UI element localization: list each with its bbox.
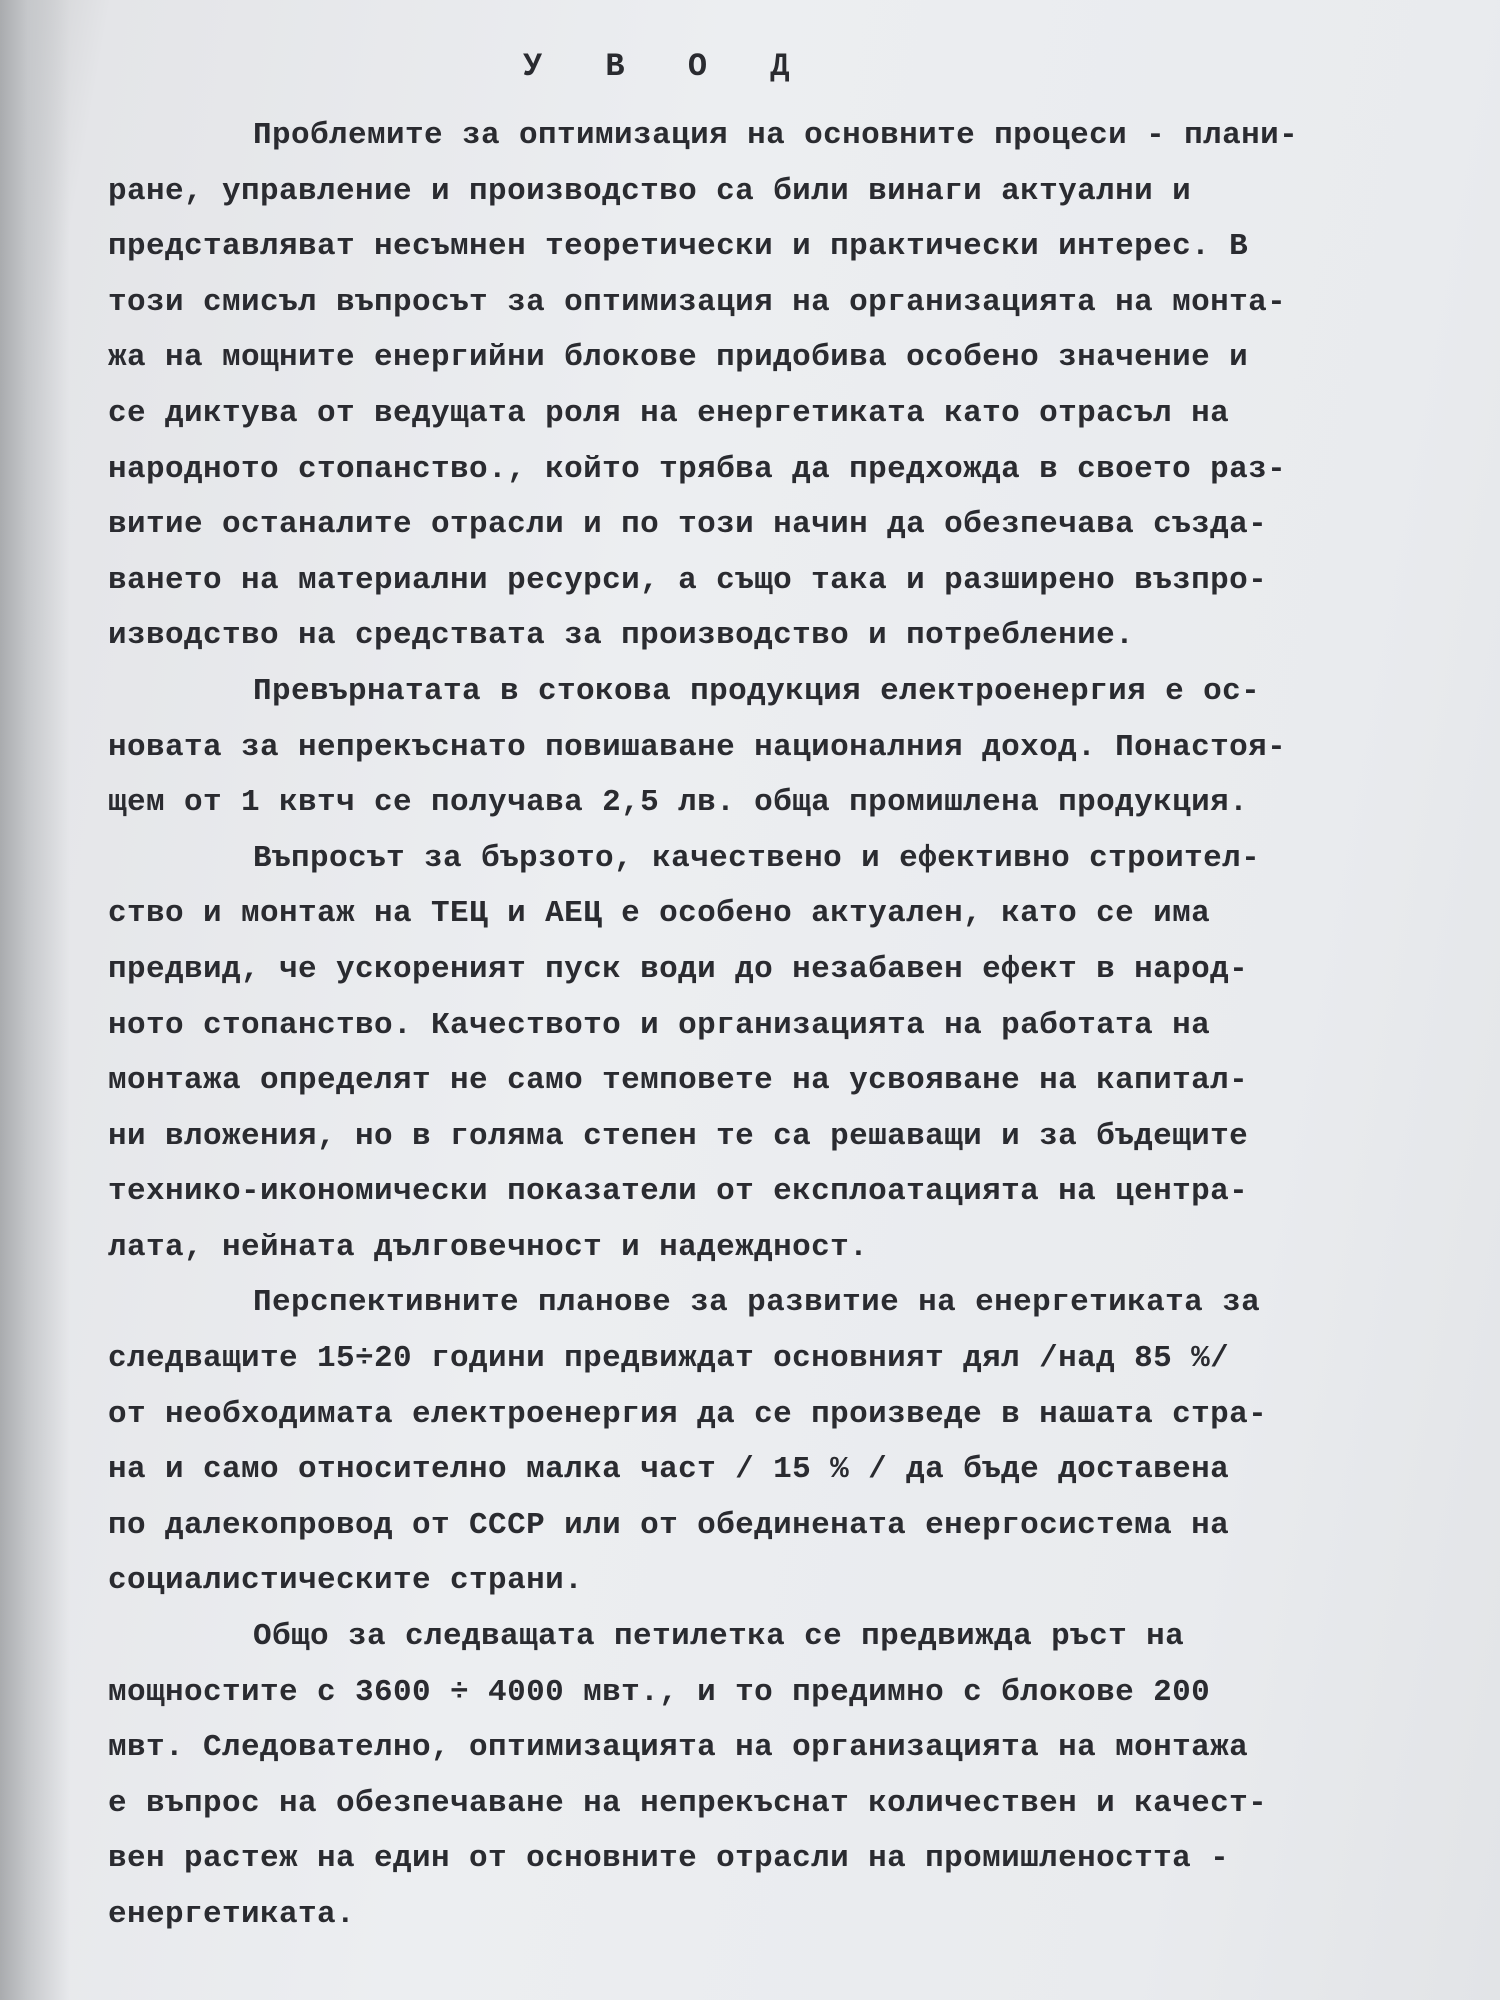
- paragraph-1: [108, 108, 1408, 664]
- text-line: лата, нейната дълговечност и надеждност.: [108, 1229, 869, 1265]
- text-line: ването на материални ресурси, а също така и разширено възпро-: [108, 562, 1268, 598]
- text-line: витие останалите отрасли и по този начин да обезпечава създа-: [108, 507, 1268, 543]
- text-line: ни вложения, но в голяма степен те са решаващи и за бъдещите: [108, 1118, 1249, 1154]
- text-line: Превърнатата в стокова продукция електроенергия е ос-: [253, 673, 1261, 709]
- text-line: мвт. Следователно, оптимизацията на организацията на монтажа: [108, 1730, 1249, 1766]
- paragraph-2: [108, 664, 1408, 831]
- text-line: новата за непрекъснато повишаване националния доход. Понастоя-: [108, 729, 1287, 765]
- text-line: от необходимата електроенергия да се произведе в нашата стра-: [108, 1396, 1268, 1432]
- text-line: се диктува от ведущата роля на енергетиката като отрасъл на: [108, 395, 1230, 431]
- text-line: енергетиката.: [108, 1897, 356, 1932]
- text-line: представляват несъмнен теоретически и практически интерес. В: [108, 229, 1249, 265]
- text-line: ране, управление и производство са били винаги актуални и: [108, 173, 1192, 209]
- text-line: вен растеж на един от основните отрасли на промишлеността -: [108, 1841, 1230, 1877]
- text-line: монтажа определят не само темповете на усвояване на капитал-: [108, 1063, 1249, 1099]
- document-body: [108, 48, 1408, 1943]
- page-title: У В О Д: [523, 48, 812, 85]
- text-line: този смисъл въпросът за оптимизация на организацията на монта-: [108, 284, 1287, 320]
- text-line: ното стопанство. Качеството и организацията на работата на: [108, 1007, 1211, 1043]
- text-line: народното стопанство., който трябва да предхожда в своето раз-: [108, 451, 1287, 487]
- paragraph-4: [108, 1275, 1408, 1609]
- text-line: Общо за следващата петилетка се предвижда ръст на: [253, 1619, 1185, 1655]
- text-line: Перспективните планове за развитие на енергетиката за: [253, 1285, 1261, 1321]
- text-line: Проблемите за оптимизация на основните процеси - плани-: [253, 118, 1299, 153]
- text-line: е въпрос на обезпечаване на непрекъснат количествен и качест-: [108, 1785, 1268, 1821]
- text-line: жа на мощните енергийни блокове придобива особено значение и: [108, 340, 1249, 376]
- text-line: щем от 1 квтч се получава 2,5 лв. обща промишлена продукция.: [108, 785, 1249, 821]
- text-line: технико-икономически показатели от експлоатацията на центра-: [108, 1174, 1249, 1210]
- paragraph-5: [108, 1609, 1408, 1943]
- text-line: ство и монтаж на ТЕЦ и АЕЦ е особено актуален, като се има: [108, 896, 1211, 932]
- text-line: предвид, че ускореният пуск води до незабавен ефект в народ-: [108, 951, 1249, 987]
- text-line: по далекопровод от СССР или от обединената енергосистема на: [108, 1507, 1230, 1543]
- text-line: изводство на средствата за производство и потребление.: [108, 618, 1135, 654]
- paragraph-3: [108, 831, 1408, 1276]
- text-line: следващите 15÷20 години предвиждат основният дял /над 85 %/: [108, 1341, 1230, 1377]
- text-line: Въпросът за бързото, качествено и ефективно строител-: [253, 840, 1261, 876]
- text-line: социалистическите страни.: [108, 1563, 584, 1599]
- text-line: на и само относително малка част / 15 % / да бъде доставена: [108, 1452, 1230, 1488]
- text-line: мощностите с 3600 ÷ 4000 мвт., и то предимно с блокове 200: [108, 1674, 1211, 1710]
